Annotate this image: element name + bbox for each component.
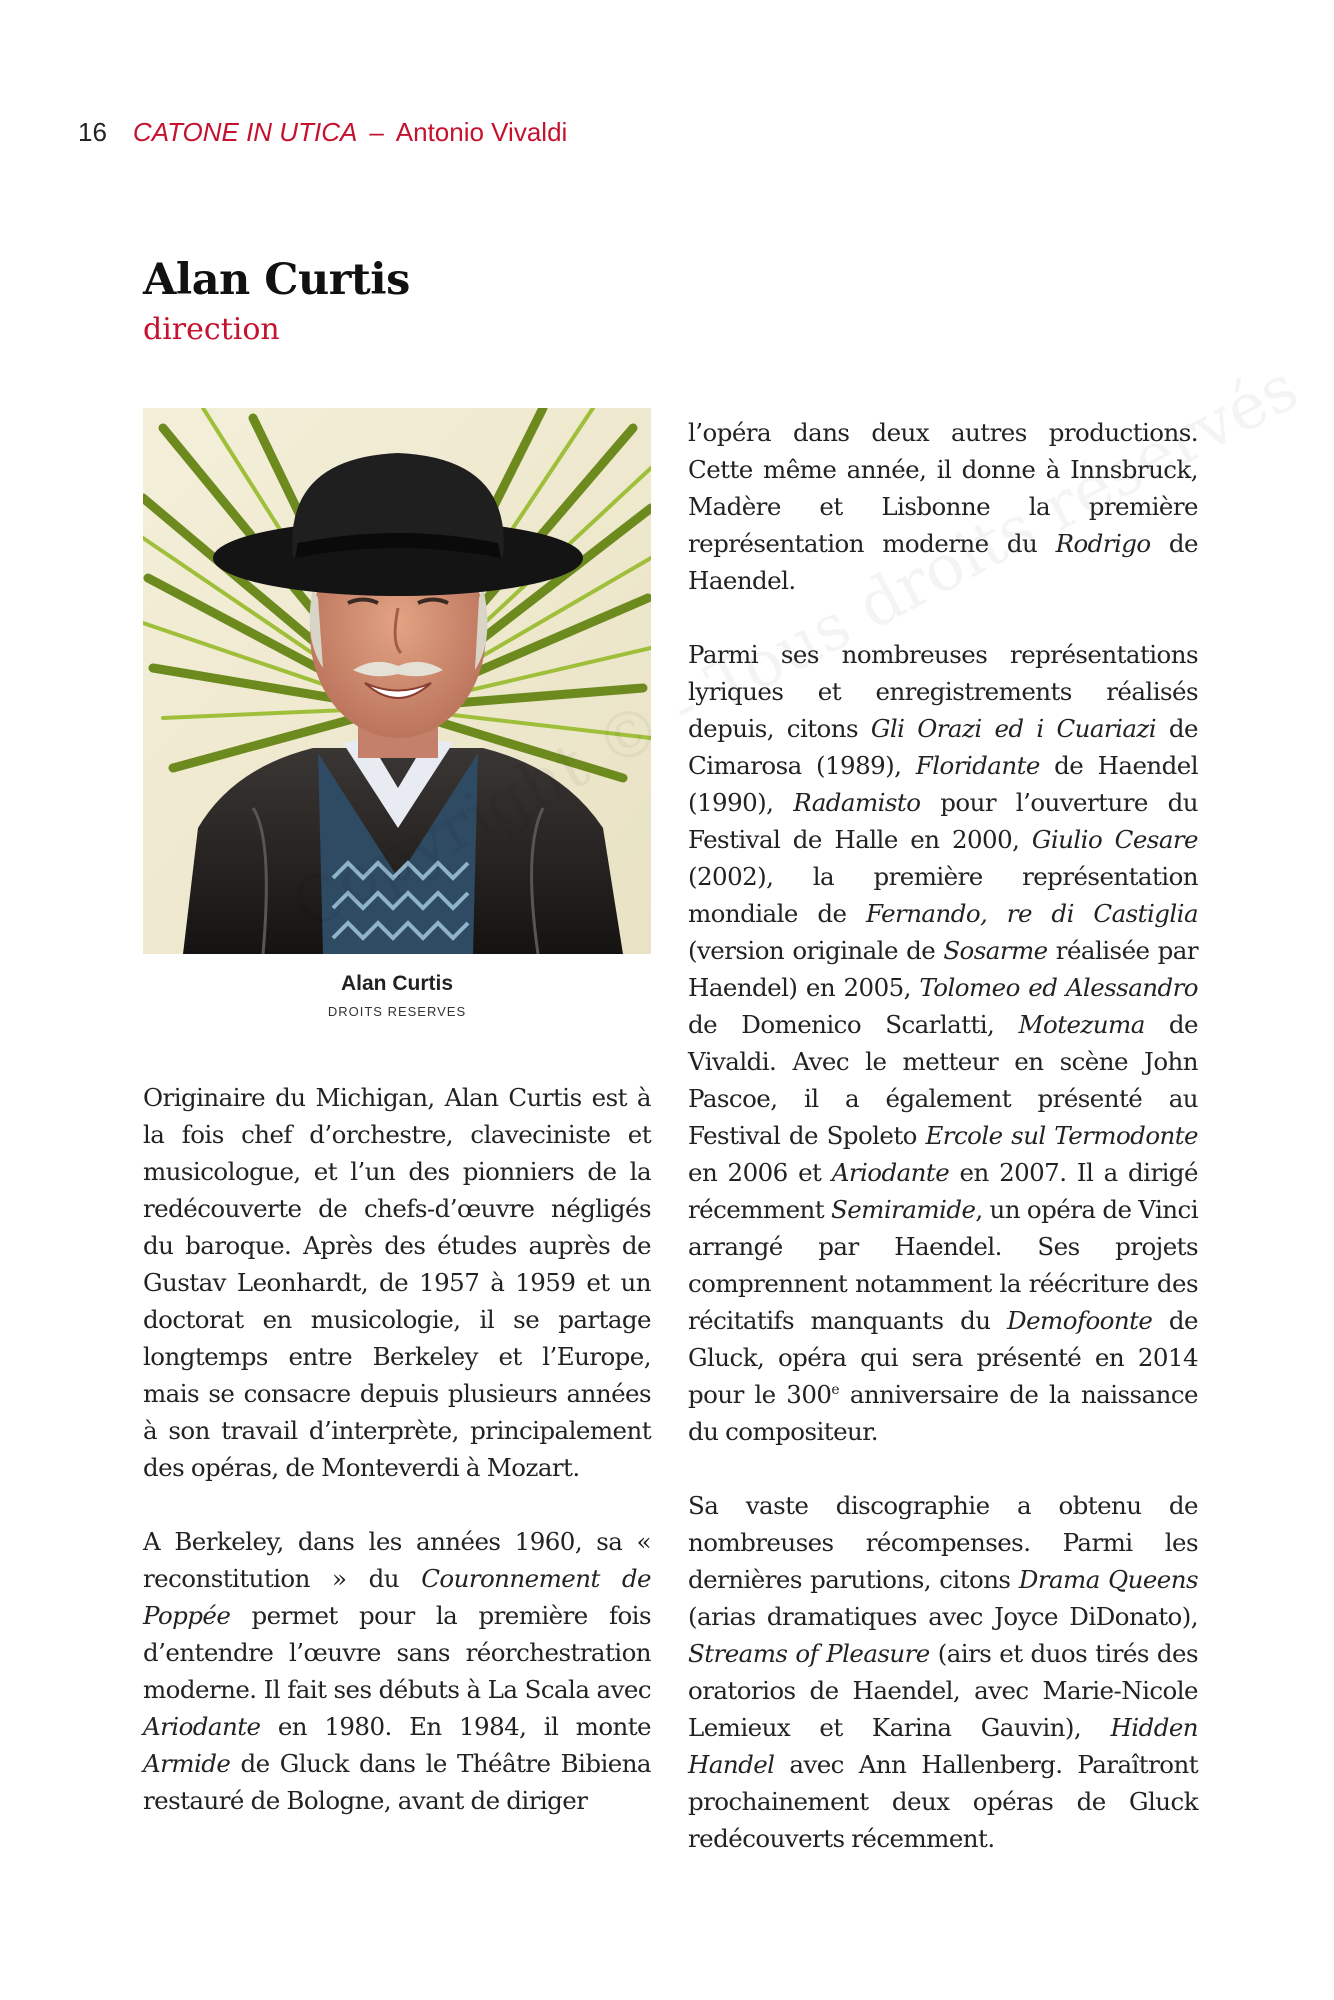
album-title-italic: Hidden Handel: [688, 1713, 1198, 1779]
work-title-italic: Ariodante: [143, 1712, 261, 1741]
work-title-italic: Rodrigo: [1055, 529, 1151, 558]
work-title-italic: Couronnement de Poppée: [143, 1564, 651, 1630]
work-title-italic: Ercole sul Termodonte: [925, 1121, 1198, 1150]
photo-caption-credit: DROITS RESERVES: [327, 1004, 467, 1019]
album-title-italic: Drama Queens: [1018, 1565, 1198, 1594]
header-separator: –: [369, 117, 384, 147]
work-title-italic: Semiramide: [830, 1195, 976, 1224]
biography-paragraph-2: A Berkeley, dans les années 1960, sa « reconstitution » du Couronnement de Poppée permet pour la première fois d’entendre l’œuvre sans réorchestration moderne. Il fait ses débuts à La Scala avec Ariodante en 1980. En 1984, il monte Armide de Gluck dans le Théâtre Bibiena restauré de Bologne, avant de diriger: [143, 1527, 651, 1815]
work-title-italic: Motezuma: [1018, 1010, 1145, 1039]
superscript: e: [831, 1381, 840, 1398]
work-title-italic: Floridante: [915, 751, 1040, 780]
album-title-italic: Streams of Pleasure: [688, 1639, 930, 1668]
work-title-italic: Ariodante: [831, 1158, 950, 1187]
biography-paragraph-1: Originaire du Michigan, Alan Curtis est à la fois chef d’orchestre, claveciniste et musicologue, et l’un des pionniers de la redécouverte de chefs-d’œuvre négligés du baroque. Après des études auprès de Gustav Leonhardt, de 1957 à 1959 et un doctorat en musicologie, il se partage longtemps entre Berkeley et l’Europe, mais se consacre depuis plusieurs années à son travail d’interprète, principalement des opéras, de Monteverdi à Mozart.: [143, 1083, 651, 1482]
work-title-italic: Giulio Cesare: [1031, 825, 1198, 854]
work-title-italic: Armide: [143, 1749, 231, 1778]
page-number: 16: [78, 117, 107, 147]
work-title-italic: Demofoonte: [1007, 1306, 1153, 1335]
artist-role: direction: [143, 312, 280, 347]
work-title-italic: Sosarme: [943, 936, 1048, 965]
biography-paragraph-3: l’opéra dans deux autres productions. Cette même année, il donne à Innsbruck, Madère et Lisbonne la première représentation moderne du Rodrigo de Haendel.: [688, 418, 1198, 595]
biography-left-column: [143, 1079, 651, 1819]
biography-paragraph-4: Parmi ses nombreuses représentations lyriques et enregistrements réalisés depuis, citons Gli Orazi ed i Cuariazi de Cimarosa (1989), Floridante de Haendel (1990), Radamisto pour l’ouverture du Festival de Halle en 2000, Giulio Cesare (2002), la première représentation mondiale de Fernando, re di Castiglia (version originale de Sosarme réalisée par Haendel) en 2005, Tolomeo ed Alessandro de Domenico Scarlatti, Motezuma de Vivaldi. Avec le metteur en scène John Pascoe, il a également présenté au Festival de Spoleto Ercole sul Termodonte en 2006 et Ariodante en 2007. Il a dirigé récemment Semiramide, un opéra de Vinci arrangé par Haendel. Ses projets comprennent notamment la réécriture des récitatifs manquants du Demofoonte de Gluck, opéra qui sera présenté en 2014 pour le 300e anniversaire de la naissance du compositeur.: [688, 640, 1199, 1446]
work-title-italic: Tolomeo ed Alessandro: [919, 973, 1198, 1002]
work-title: CATONE IN UTICA: [132, 117, 358, 147]
artist-name: Alan Curtis: [143, 255, 410, 305]
work-title-italic: Gli Orazi ed i Cuariazi: [870, 714, 1157, 743]
artist-photo: [143, 408, 651, 954]
composer-name: Antonio Vivaldi: [395, 117, 568, 147]
work-title-italic: Radamisto: [793, 788, 921, 817]
running-header: [78, 117, 567, 148]
photo-caption-name: Alan Curtis: [340, 972, 453, 995]
biography-paragraph-5: Sa vaste discographie a obtenu de nombreuses récompenses. Parmi les dernières parutions, citons Drama Queens (arias dramatiques avec Joyce DiDonato), Streams of Pleasure (airs et duos tirés des oratorios de Haendel, avec Marie-Nicole Lemieux et Karina Gauvin), Hidden Handel avec Ann Hallenberg. Paraîtront prochainement deux opéras de Gluck redécouverts récemment.: [688, 1491, 1198, 1853]
biography-right-column: [688, 414, 1198, 1857]
work-title-italic: Fernando, re di Castiglia: [865, 899, 1198, 928]
